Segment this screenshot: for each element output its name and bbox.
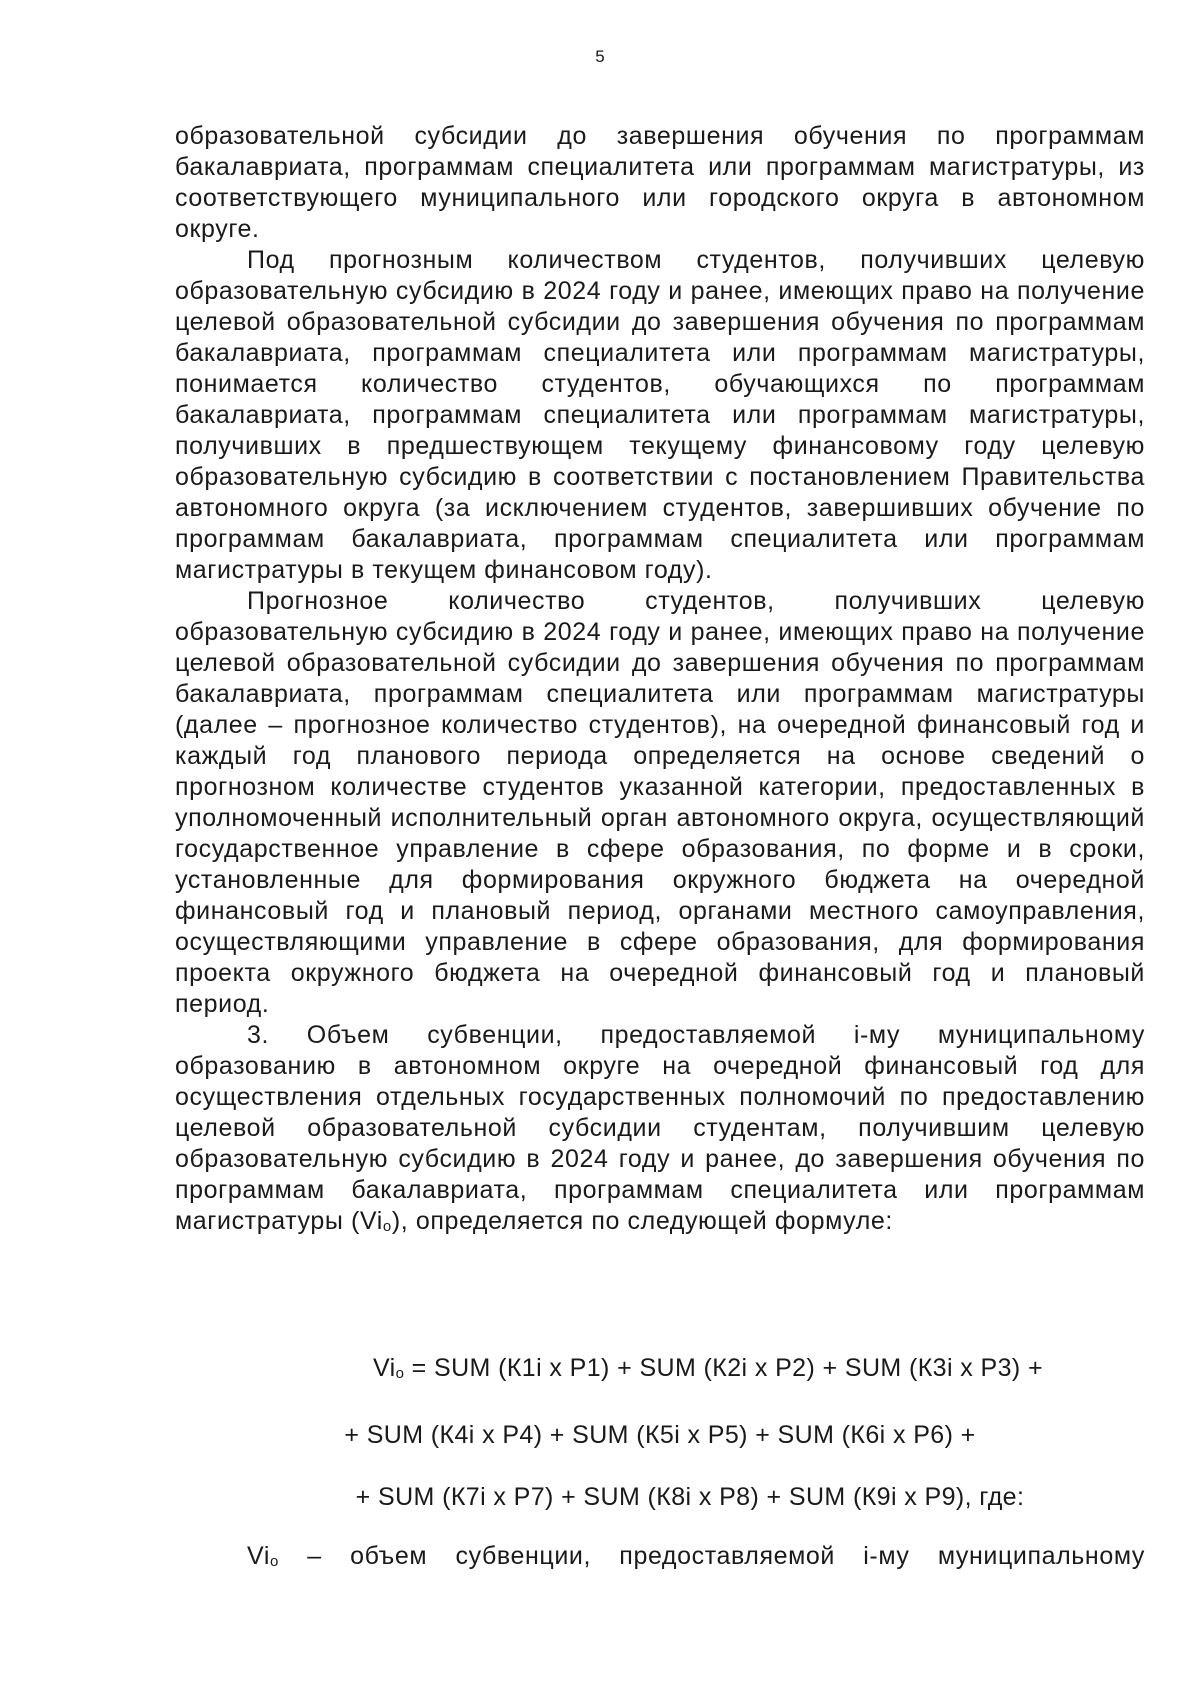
formula-line-1-rest: = SUM (К1i х Р1) + SUM (К2i х Р2) + SUM (К3i х Р3) + bbox=[404, 1354, 1043, 1382]
definition-subscript: о bbox=[269, 1553, 279, 1570]
definition-rest: – объем субвенции, предоставляемой i-му муниципальному bbox=[278, 1542, 1145, 1570]
definition-text bbox=[175, 1541, 1145, 1577]
paragraph-forecast-definition: Под прогнозным количеством студентов, получивших целевую образовательную субсидию в 2024 году и ранее, имеющих право на получение целевой образовательной субсидии до завершения обучения по программам бакалавриата, программам специалитета или программам магистратуры, понимается количество студентов, обучающихся по программам бакалавриата, программам специалитета или программам магистратуры, получивших в предшествующем текущему финансовому году целевую образовательную субсидию в соответствии с постановлением Правительства автономного округа (за исключением студентов, завершивших обучение по программам бакалавриата, программам специалитета или программам магистратуры в текущем финансовом году). bbox=[175, 246, 1145, 584]
paragraph-item-3 bbox=[175, 1020, 1145, 1242]
formula-line-2: + SUM (К4i х Р4) + SUM (К5i х Р5) + SUM (К6i х Р6) + bbox=[344, 1421, 976, 1449]
definition-line bbox=[175, 1541, 1145, 1577]
subscript-o: о bbox=[382, 1218, 392, 1235]
body-text bbox=[175, 121, 1145, 1242]
formula-line-3: + SUM (К7i х Р7) + SUM (К8i х Р8) + SUM (К9i х Р9), где: bbox=[355, 1483, 1025, 1511]
item-3-text-end: ), определяется по следующей формуле: bbox=[391, 1207, 893, 1235]
formula-subscript: о bbox=[395, 1365, 405, 1382]
formula-line-1 bbox=[175, 1353, 1145, 1389]
item-3-text: 3. Объем субвенции, предоставляемой i-му муниципальному образованию в автономном округе на очередной финансовый год для осуществления отдельных государственных полномочий по предоставлению целевой образовательной субсидии студентам, получившим целевую образовательную субсидию в 2024 году и ранее, до завершения обучения по программам бакалавриата, программам специалитета или программам магистратуры (Vi bbox=[175, 1021, 1145, 1235]
formula-variable: Vi bbox=[373, 1354, 396, 1382]
page-number: 5 bbox=[595, 47, 605, 66]
paragraph-forecast-determination: Прогнозное количество студентов, получивших целевую образовательную субсидию в 2024 году и ранее, имеющих право на получение целевой образовательной субсидии до завершения обучения по программам бакалавриата, программам специалитета или программам магистратуры (далее – прогнозное количество студентов), на очередной финансовый год и каждый год планового периода определяется на основе сведений о прогнозном количестве студентов указанной категории, предоставленных в уполномоченный исполнительный орган автономного округа, осуществляющий государственное управление в сфере образования, по форме и в сроки, установленные для формирования окружного бюджета на очередной финансовый год и плановый период, органами местного самоуправления, осуществляющими управление в сфере образования, для формирования проекта окружного бюджета на очередной финансовый год и плановый период. bbox=[175, 587, 1145, 1018]
paragraph-continuation: образовательной субсидии до завершения обучения по программам бакалавриата, программам специалитета или программам магистратуры, из соответствующего муниципального или городского округа в автономном округе. bbox=[175, 122, 1145, 243]
definition-variable: Vi bbox=[247, 1542, 270, 1570]
formula bbox=[175, 1353, 1145, 1544]
